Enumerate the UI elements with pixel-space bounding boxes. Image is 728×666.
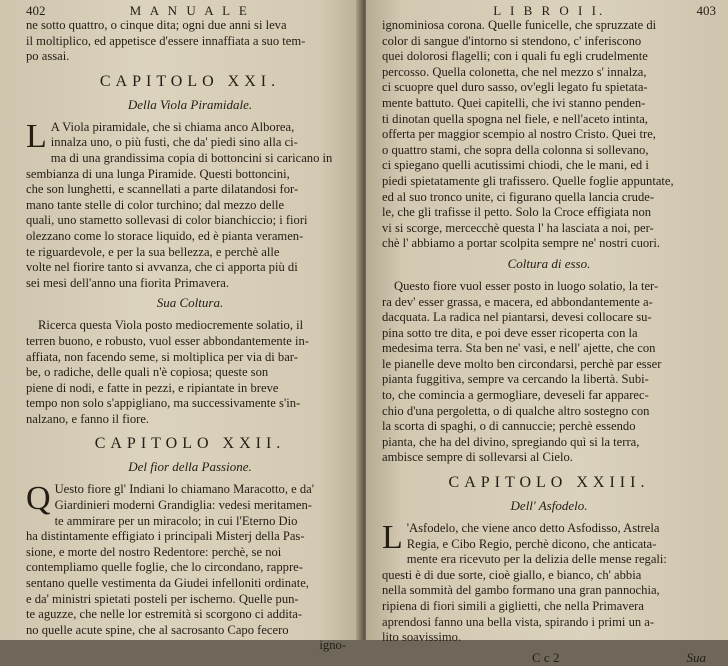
section-title: Coltura di esso. <box>507 255 591 271</box>
text-line: terren buono, e robusto, vuol esser abbondantemente in- <box>26 333 309 348</box>
text-line: no quelle acute spine, che al sacrosanto Capo fecero <box>26 622 289 637</box>
text-line: volte nel fiorire tanto si avvanza, che ci apporta più di <box>26 260 298 275</box>
text-line: ti dinotan quella spogna nel fiele, e nell'aceto intinta, <box>382 111 648 126</box>
chapter-heading: CAPITOLO XXII. <box>94 435 286 453</box>
text-line: olezzano come lo storace liquido, ed è pianta veramen- <box>26 228 304 243</box>
text-line: pina sotto tre dita, e poi deve esser ricoperta con la <box>382 325 638 340</box>
text-line: medesima terra. Sta ben ne' vasi, e nell' ajette, che con <box>382 341 656 356</box>
text-line: nella sommità del gambo formano una gran pannochia, <box>382 583 660 598</box>
text-line: quali, uno stametto sollevasi di color bianchiccio; i fiori <box>26 213 308 228</box>
text-line: affiata, non facendo seme, si moltiplica per via di bar- <box>26 349 298 364</box>
text-line: to, che comincia a germogliare, deveseli far apparec- <box>382 388 649 403</box>
text-line: aprendosi fanno una bella vista, spirando i primi un a- <box>382 614 655 629</box>
page-footer <box>382 650 716 666</box>
chapter-subtitle: Della Viola Piramidale. <box>127 96 253 112</box>
text-line: le pianelle deve molto ben circondarsi, perchè par esser <box>382 356 662 371</box>
chapter-heading: CAPITOLO XXI. <box>99 72 281 90</box>
left-page-number: 402 <box>26 3 46 18</box>
paragraph <box>26 482 354 638</box>
text-line: lito soavissimo. <box>382 630 462 645</box>
signature-mark: C c 2 <box>532 649 560 665</box>
text-line: sembianza di una lunga Piramide. Questi bottoncini, <box>26 166 290 181</box>
text-line: 'Asfodelo, che viene anco detto Asfodisso, Astrela <box>406 521 660 536</box>
text-line: questi è di due sorte, cioè giallo, e bianco, ch' abbia <box>382 567 642 582</box>
text-line: ci spiegano quelli acutissimi chiodi, che le mani, ed i <box>382 158 649 173</box>
drop-cap: L <box>382 519 403 557</box>
text-line: percosso. Quella colonetta, che nel mezzo s' innalza, <box>382 64 647 79</box>
text-line: Uesto fiore gl' Indiani lo chiamano Maracotto, e da' <box>54 482 315 497</box>
text-line: nalzano, e fanno il fiore. <box>26 411 150 426</box>
text-line: tempo non solo s'appigliano, ma successivamente s'in- <box>26 396 301 411</box>
text-line: sei mesi dell'anno una fiorita Primavera. <box>26 275 230 290</box>
text-line: Questo fiore vuol esser posto in luogo solatio, la ter- <box>394 278 659 293</box>
text-line: vi si scorge, mercecchè questa l' ha lasciata a noi, per- <box>382 220 654 235</box>
text-line: piene di nodi, e fatte in pezzi, e ripiantate in breve <box>26 380 279 395</box>
left-running-head <box>26 4 354 18</box>
chapter-heading: CAPITOLO XXIII. <box>448 474 650 492</box>
paragraph <box>26 318 354 427</box>
text-line: piedi spietatamente gli trafissero. Quelle foglie appuntate, <box>382 173 674 188</box>
paragraph <box>382 521 716 646</box>
text-line: ra dev' esser grassa, e macera, ed abbondantemente a- <box>382 294 653 309</box>
text-line: Ricerca questa Viola posto mediocremente solatio, il <box>38 318 304 333</box>
text-line: offerta per maggior scempio al nostro Cristo. Quei tre, <box>382 127 656 142</box>
right-page <box>366 0 728 665</box>
text-line: la scorta di spaghi, o di cannuccie; perchè essendo <box>382 419 636 434</box>
text-line: le, che gli trafisse il petto. Solo la Croce effigiata non <box>382 205 652 220</box>
right-page-number: 403 <box>696 3 716 18</box>
right-running-title: L I B R O I I. <box>493 3 606 18</box>
text-line: contempliamo quelle foglie, che lo circondano, rappre- <box>26 560 303 575</box>
text-line: mente era ricevuto per la delizia delle mense regali: <box>406 552 667 567</box>
text-line: mente battuto. Quei capitelli, che ivi stanno penden- <box>382 95 646 110</box>
text-line: ma di una grandissima copia di bottoncini si caricano in <box>50 150 333 165</box>
right-running-head <box>382 4 716 18</box>
drop-cap: L <box>26 117 47 155</box>
text-line: e da' ministri spietati posteli per ischerno. Quelle pun- <box>26 591 299 606</box>
text-line: pianta, che ha del divino, spregiando quì si la terra, <box>382 434 640 449</box>
text-line: te ammirare per un miracolo; in cui l'Eterno Dio <box>54 513 298 528</box>
text-line: sentano quelle vestimenta da Giudei infelloniti ordinate, <box>26 576 309 591</box>
text-line: po assai. <box>26 49 70 64</box>
paragraph <box>382 18 716 252</box>
text-line: color di sangue d'intorno si stendono, c' inferiscono <box>382 33 642 48</box>
text-line: chè l' abbiamo a portar scolpita sempre ne' nostri cuori. <box>382 236 661 251</box>
text-line: te aguzze, che nelle lor estremità si scorgono ci addita- <box>26 607 303 622</box>
text-line: be, o radiche, delle quali n'è copiosa; queste son <box>26 365 269 380</box>
text-line: quei dolorosi flagelli; con i quali fu egli crudelmente <box>382 49 648 64</box>
catchword: Sua <box>686 649 706 665</box>
text-line: ed al suo tronco unite, ci figurano quella lancia crude- <box>382 189 655 204</box>
section-title: Sua Coltura. <box>156 295 224 311</box>
text-line: A Viola piramidale, che si chiama anco Alborea, <box>50 119 295 134</box>
text-line: chio d'una pergoletta, o di qualche altro sostegno con <box>382 403 650 418</box>
text-line: innalza uno, o più fusti, che da' piedi sino alla ci- <box>50 135 298 150</box>
chapter-subtitle: Del fior della Passione. <box>128 459 252 475</box>
text-line: o quattro stami, che sopra della colonna si sollevano, <box>382 142 649 157</box>
text-line: dacquata. La radica nel piantarsi, devesi collocare su- <box>382 310 652 325</box>
text-line: che son lunghetti, e scannellati a parte dilatandosi for- <box>26 182 299 197</box>
text-line: Giardinieri moderni Grandiglia: vedesi meritamen- <box>54 498 312 513</box>
text-line: Regia, e Cibo Regio, perchè dicono, che anticata- <box>406 536 657 551</box>
text-line: ci scuopre quel duro sasso, ov'egli legato fu spietata- <box>382 80 648 95</box>
text-line: pianta fuggitiva, sempre va cercando la libertà. Subi- <box>382 372 649 387</box>
catchword: igno- <box>319 638 346 653</box>
text-line: te riguardevole, e per la sua bellezza, e perchè alle <box>26 244 280 259</box>
text-line: ha distintamente effigiato i principali Misterj della Pas- <box>26 529 305 544</box>
chapter-subtitle: Dell' Asfodelo. <box>510 498 588 514</box>
left-page <box>0 0 362 653</box>
text-line: mano tante stelle di color turchino; dal mezzo delle <box>26 197 285 212</box>
paragraph <box>382 279 716 466</box>
text-line: ambisce sempre di sollevarsi al Cielo. <box>382 450 573 465</box>
drop-cap: Q <box>26 480 51 518</box>
text-line: ne sotto quattro, o cinque dita; ogni due anni si leva <box>26 18 287 32</box>
text-line: sione, e morte del nostro Redentore: perchè, se noi <box>26 544 282 559</box>
left-running-title: M A N U A L E <box>129 3 250 18</box>
text-line: ignominiosa corona. Quelle funicelle, che spruzzate di <box>382 18 657 32</box>
text-line: ripiena di fiori simili a giglietti, che nella Primavera <box>382 599 644 613</box>
text-line: il moltiplico, ed appetisce d'essere innaffiata a suo tem- <box>26 33 306 48</box>
paragraph <box>26 117 354 292</box>
